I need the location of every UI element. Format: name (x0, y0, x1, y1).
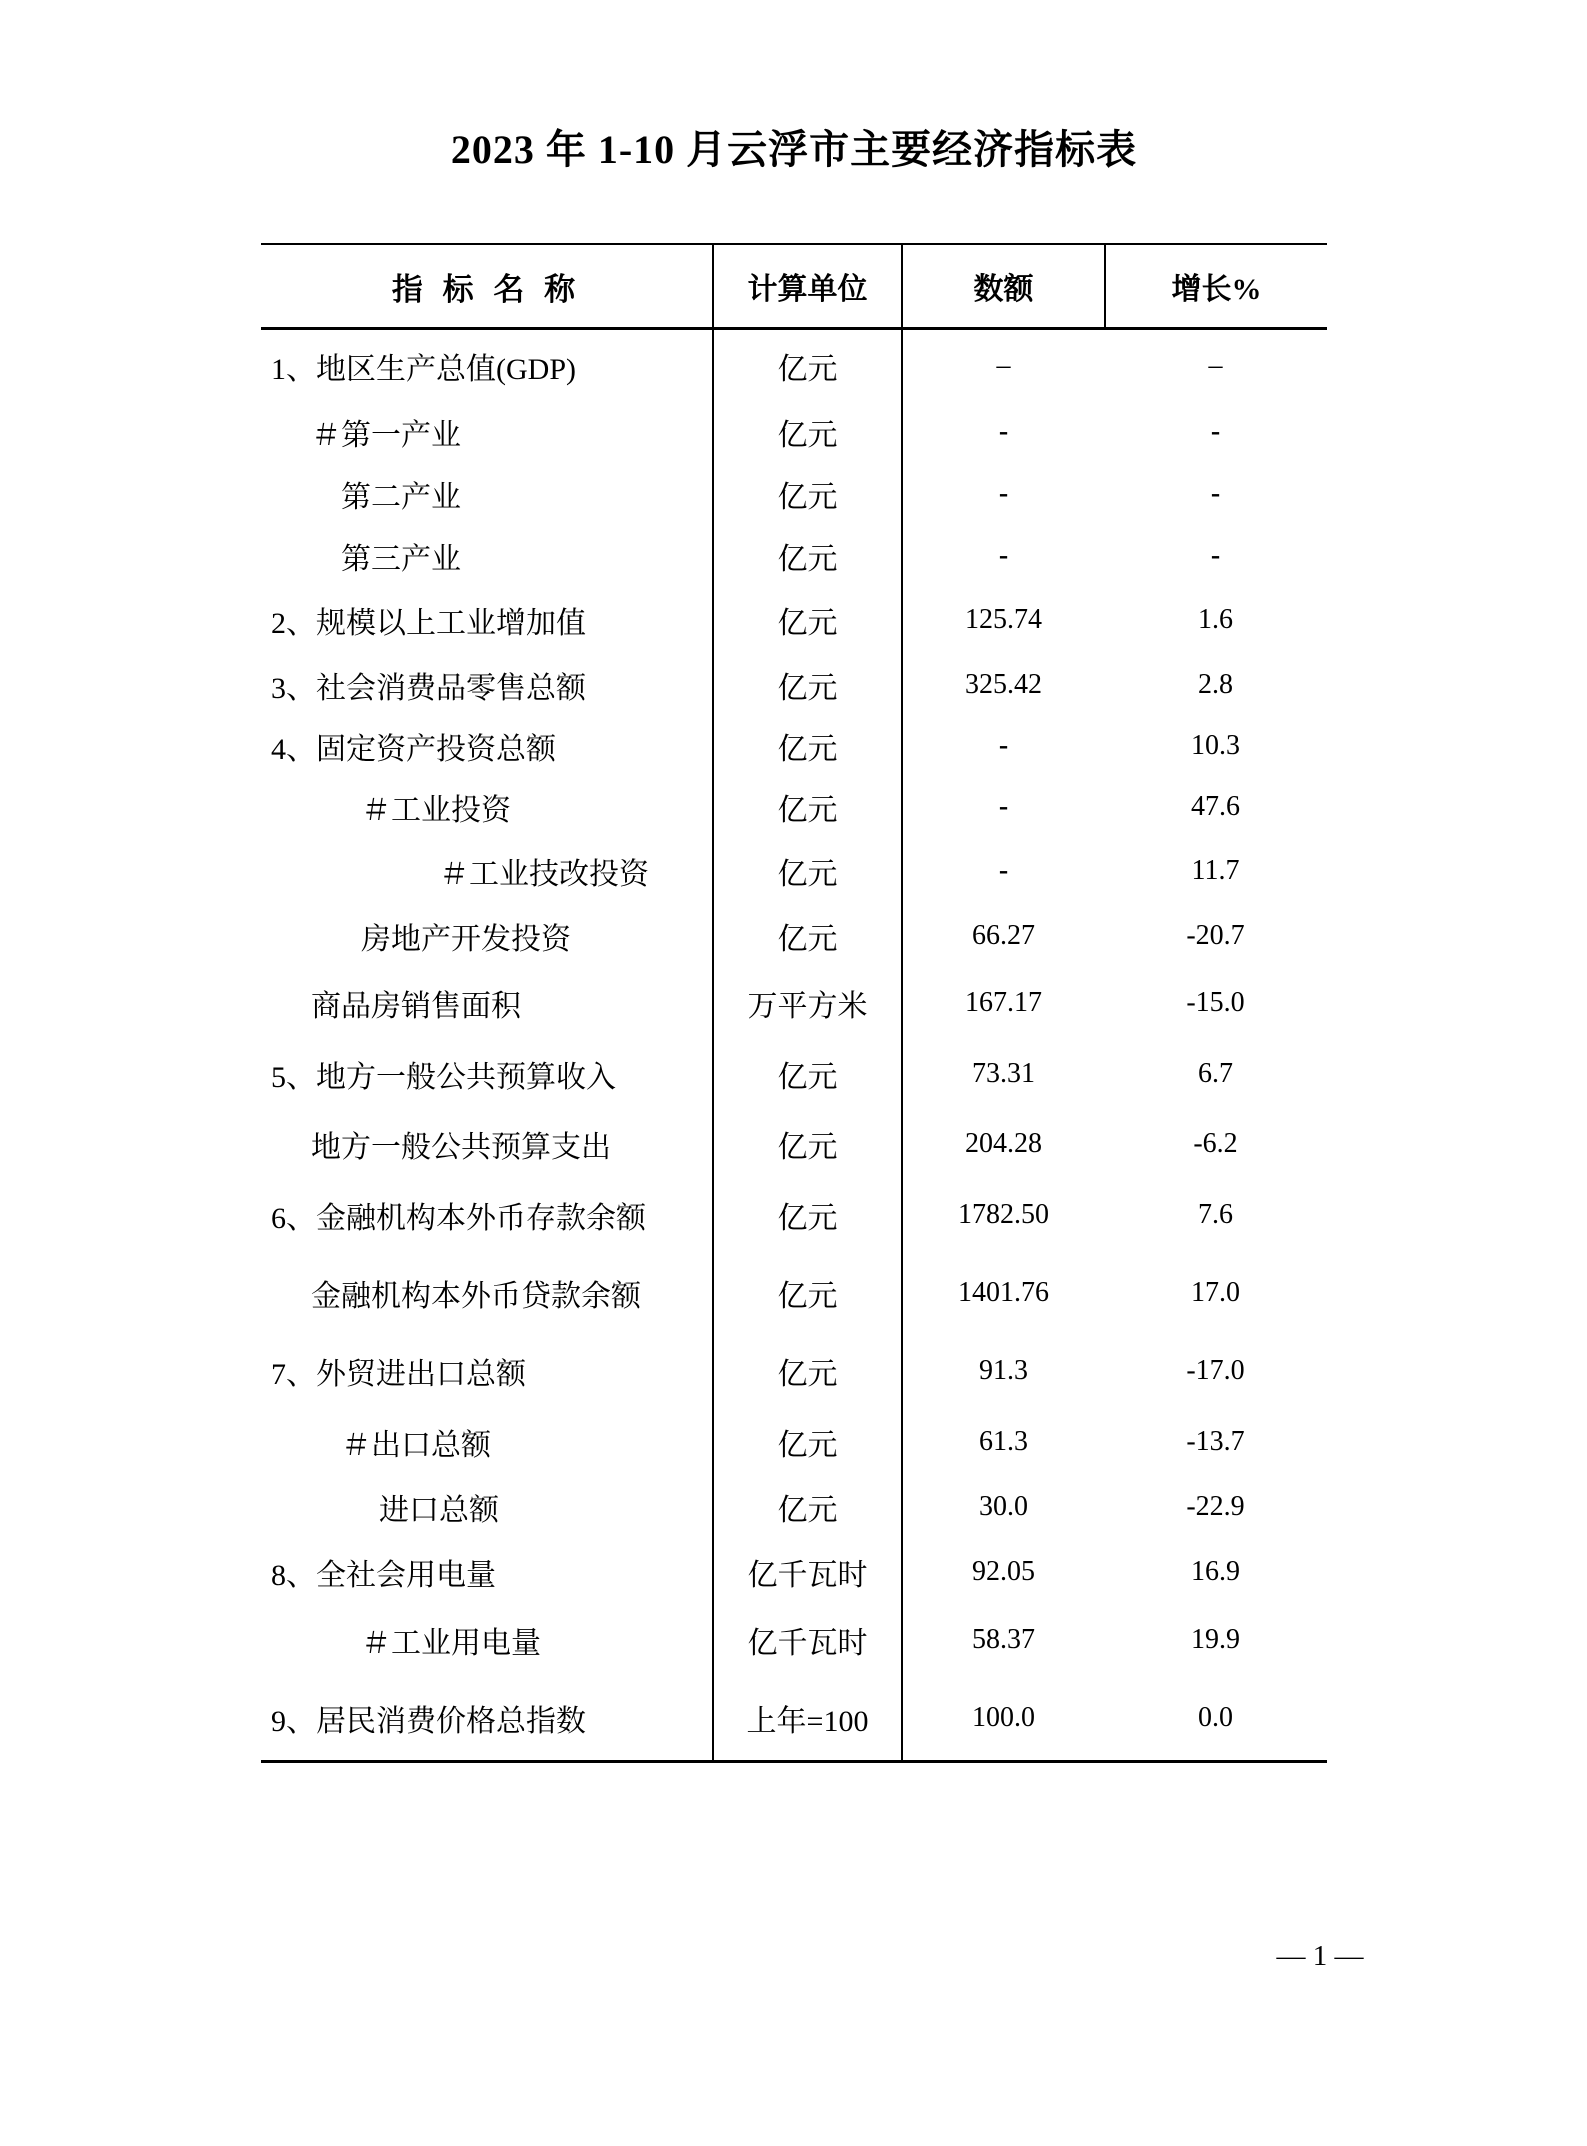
indicator-name: ＃工业投资 (361, 793, 511, 827)
table-row (261, 524, 1327, 587)
indicator-amount: 1401.76 (958, 1276, 1049, 1308)
indicator-name: ＃第一产业 (311, 419, 461, 452)
indicator-amount: 92.05 (972, 1555, 1035, 1587)
table-body (261, 330, 1327, 1760)
indicator-growth: - (1210, 416, 1221, 447)
indicator-growth: -17.0 (1186, 1355, 1245, 1386)
indicator-unit: 亿元 (712, 524, 903, 587)
indicator-name: 第二产业 (341, 480, 461, 514)
table-row (261, 1333, 1327, 1409)
indicator-unit: 亿元 (712, 463, 903, 524)
indicator-growth: 47.6 (1191, 790, 1240, 822)
indicator-amount: 204.28 (965, 1127, 1042, 1159)
indicator-unit: 亿元 (712, 1178, 903, 1252)
indicator-amount: 30.0 (979, 1491, 1028, 1522)
table-row (261, 463, 1327, 524)
indicator-name: 4、固定资产投资总额 (271, 732, 556, 766)
indicator-name: 3、社会消费品零售总额 (271, 671, 586, 705)
table-header-row (261, 245, 1327, 330)
indicator-name: 8、全社会用电量 (271, 1558, 496, 1592)
indicator-amount: 100.0 (972, 1702, 1035, 1733)
indicator-unit: 亿元 (712, 1475, 903, 1539)
indicator-amount: - (998, 416, 1009, 447)
indicator-growth: 19.9 (1191, 1624, 1240, 1655)
indicator-unit: 上年=100 (712, 1676, 903, 1760)
indicator-unit: 亿千瓦时 (712, 1604, 903, 1676)
indicator-amount: 66.27 (972, 919, 1035, 951)
indicator-name: 进口总额 (379, 1494, 499, 1527)
table-row (261, 1252, 1327, 1333)
table-row (261, 1539, 1327, 1604)
header-growth: 增长% (1104, 245, 1327, 327)
indicator-growth: -13.7 (1186, 1426, 1245, 1457)
table-row (261, 903, 1327, 968)
indicator-growth: 2.8 (1198, 668, 1233, 700)
table-row (261, 775, 1327, 838)
indicator-amount: 61.3 (979, 1426, 1028, 1457)
indicator-amount: - (998, 477, 1009, 509)
indicator-growth: - (1210, 477, 1221, 509)
table-row (261, 716, 1327, 775)
indicator-name: 1、地区生产总值(GDP) (271, 352, 576, 386)
indicator-unit: 亿元 (712, 653, 903, 716)
indicator-name: ＃出口总额 (341, 1429, 491, 1462)
indicator-unit: 亿元 (712, 587, 903, 653)
indicator-growth: 7.6 (1198, 1199, 1233, 1230)
indicator-amount: 1782.50 (958, 1199, 1049, 1230)
indicator-unit: 亿元 (712, 716, 903, 775)
indicator-unit: 亿元 (712, 1252, 903, 1333)
table-row (261, 968, 1327, 1038)
table-row (261, 587, 1327, 653)
table-row (261, 1109, 1327, 1178)
indicator-unit: 亿元 (712, 1038, 903, 1109)
table-row (261, 1038, 1327, 1109)
indicator-name: 地方一般公共预算支出 (311, 1130, 611, 1164)
page-title: 2023 年 1-10 月云浮市主要经济指标表 (450, 127, 1138, 172)
indicator-unit: 亿元 (712, 1409, 903, 1475)
table-row (261, 653, 1327, 716)
indicator-growth: - (1210, 539, 1221, 571)
indicator-amount: - (998, 854, 1009, 886)
indicator-unit: 亿元 (712, 903, 903, 968)
indicator-growth: 11.7 (1191, 854, 1240, 886)
table-row (261, 838, 1327, 903)
indicator-name: ＃工业技改投资 (439, 857, 649, 891)
indicator-unit: 万平方米 (712, 968, 903, 1038)
indicator-growth: -22.9 (1186, 1491, 1245, 1522)
indicator-growth: – (1208, 349, 1223, 381)
indicator-name: 5、地方一般公共预算收入 (271, 1060, 616, 1094)
table-row (261, 1409, 1327, 1475)
indicator-unit: 亿元 (712, 1109, 903, 1178)
table-row (261, 1604, 1327, 1676)
header-indicator-name: 指 标 名 称 (391, 271, 582, 307)
indicator-growth: 17.0 (1191, 1276, 1240, 1308)
indicator-name: 9、居民消费价格总指数 (271, 1705, 586, 1738)
header-unit: 计算单位 (712, 245, 903, 327)
page-number: — 1 — (1276, 1940, 1364, 1972)
table-row (261, 401, 1327, 463)
indicator-unit: 亿元 (712, 401, 903, 463)
indicator-amount: 58.37 (972, 1624, 1035, 1655)
header-amount: 数额 (973, 273, 1034, 306)
indicator-unit: 亿元 (712, 775, 903, 838)
indicator-growth: 1.6 (1198, 604, 1233, 635)
indicator-name: 第三产业 (341, 542, 461, 576)
indicator-growth: 16.9 (1191, 1555, 1240, 1587)
indicator-growth: 0.0 (1198, 1702, 1233, 1733)
indicator-amount: 167.17 (965, 987, 1042, 1018)
table-row (261, 1178, 1327, 1252)
indicator-name: 7、外贸进出口总额 (271, 1358, 526, 1391)
indicator-name: 6、金融机构本外币存款余额 (271, 1202, 646, 1235)
indicator-unit: 亿千瓦时 (712, 1539, 903, 1604)
indicator-amount: - (998, 729, 1009, 761)
table-row (261, 1475, 1327, 1539)
indicator-growth: 10.3 (1191, 729, 1240, 761)
indicator-unit: 亿元 (712, 330, 903, 401)
indicator-name: ＃工业用电量 (361, 1627, 541, 1660)
indicator-amount: – (996, 349, 1011, 381)
indicator-amount: 125.74 (965, 604, 1042, 635)
indicators-table (261, 243, 1327, 1763)
indicator-growth: 6.7 (1198, 1057, 1233, 1089)
indicator-unit: 亿元 (712, 838, 903, 903)
indicator-name: 金融机构本外币贷款余额 (311, 1279, 641, 1313)
indicator-name: 2、规模以上工业增加值 (271, 607, 586, 640)
indicator-amount: 325.42 (965, 668, 1042, 700)
table-row (261, 330, 1327, 401)
indicator-amount: 91.3 (979, 1355, 1028, 1386)
indicator-name: 商品房销售面积 (311, 990, 521, 1023)
indicator-name: 房地产开发投资 (361, 922, 571, 956)
indicator-growth: -15.0 (1186, 987, 1245, 1018)
indicator-growth: -6.2 (1193, 1127, 1238, 1159)
table-row (261, 1676, 1327, 1760)
indicator-unit: 亿元 (712, 1333, 903, 1409)
indicator-growth: -20.7 (1186, 919, 1245, 951)
indicator-amount: - (998, 539, 1009, 571)
indicator-amount: 73.31 (972, 1057, 1035, 1089)
indicator-amount: - (998, 790, 1009, 822)
